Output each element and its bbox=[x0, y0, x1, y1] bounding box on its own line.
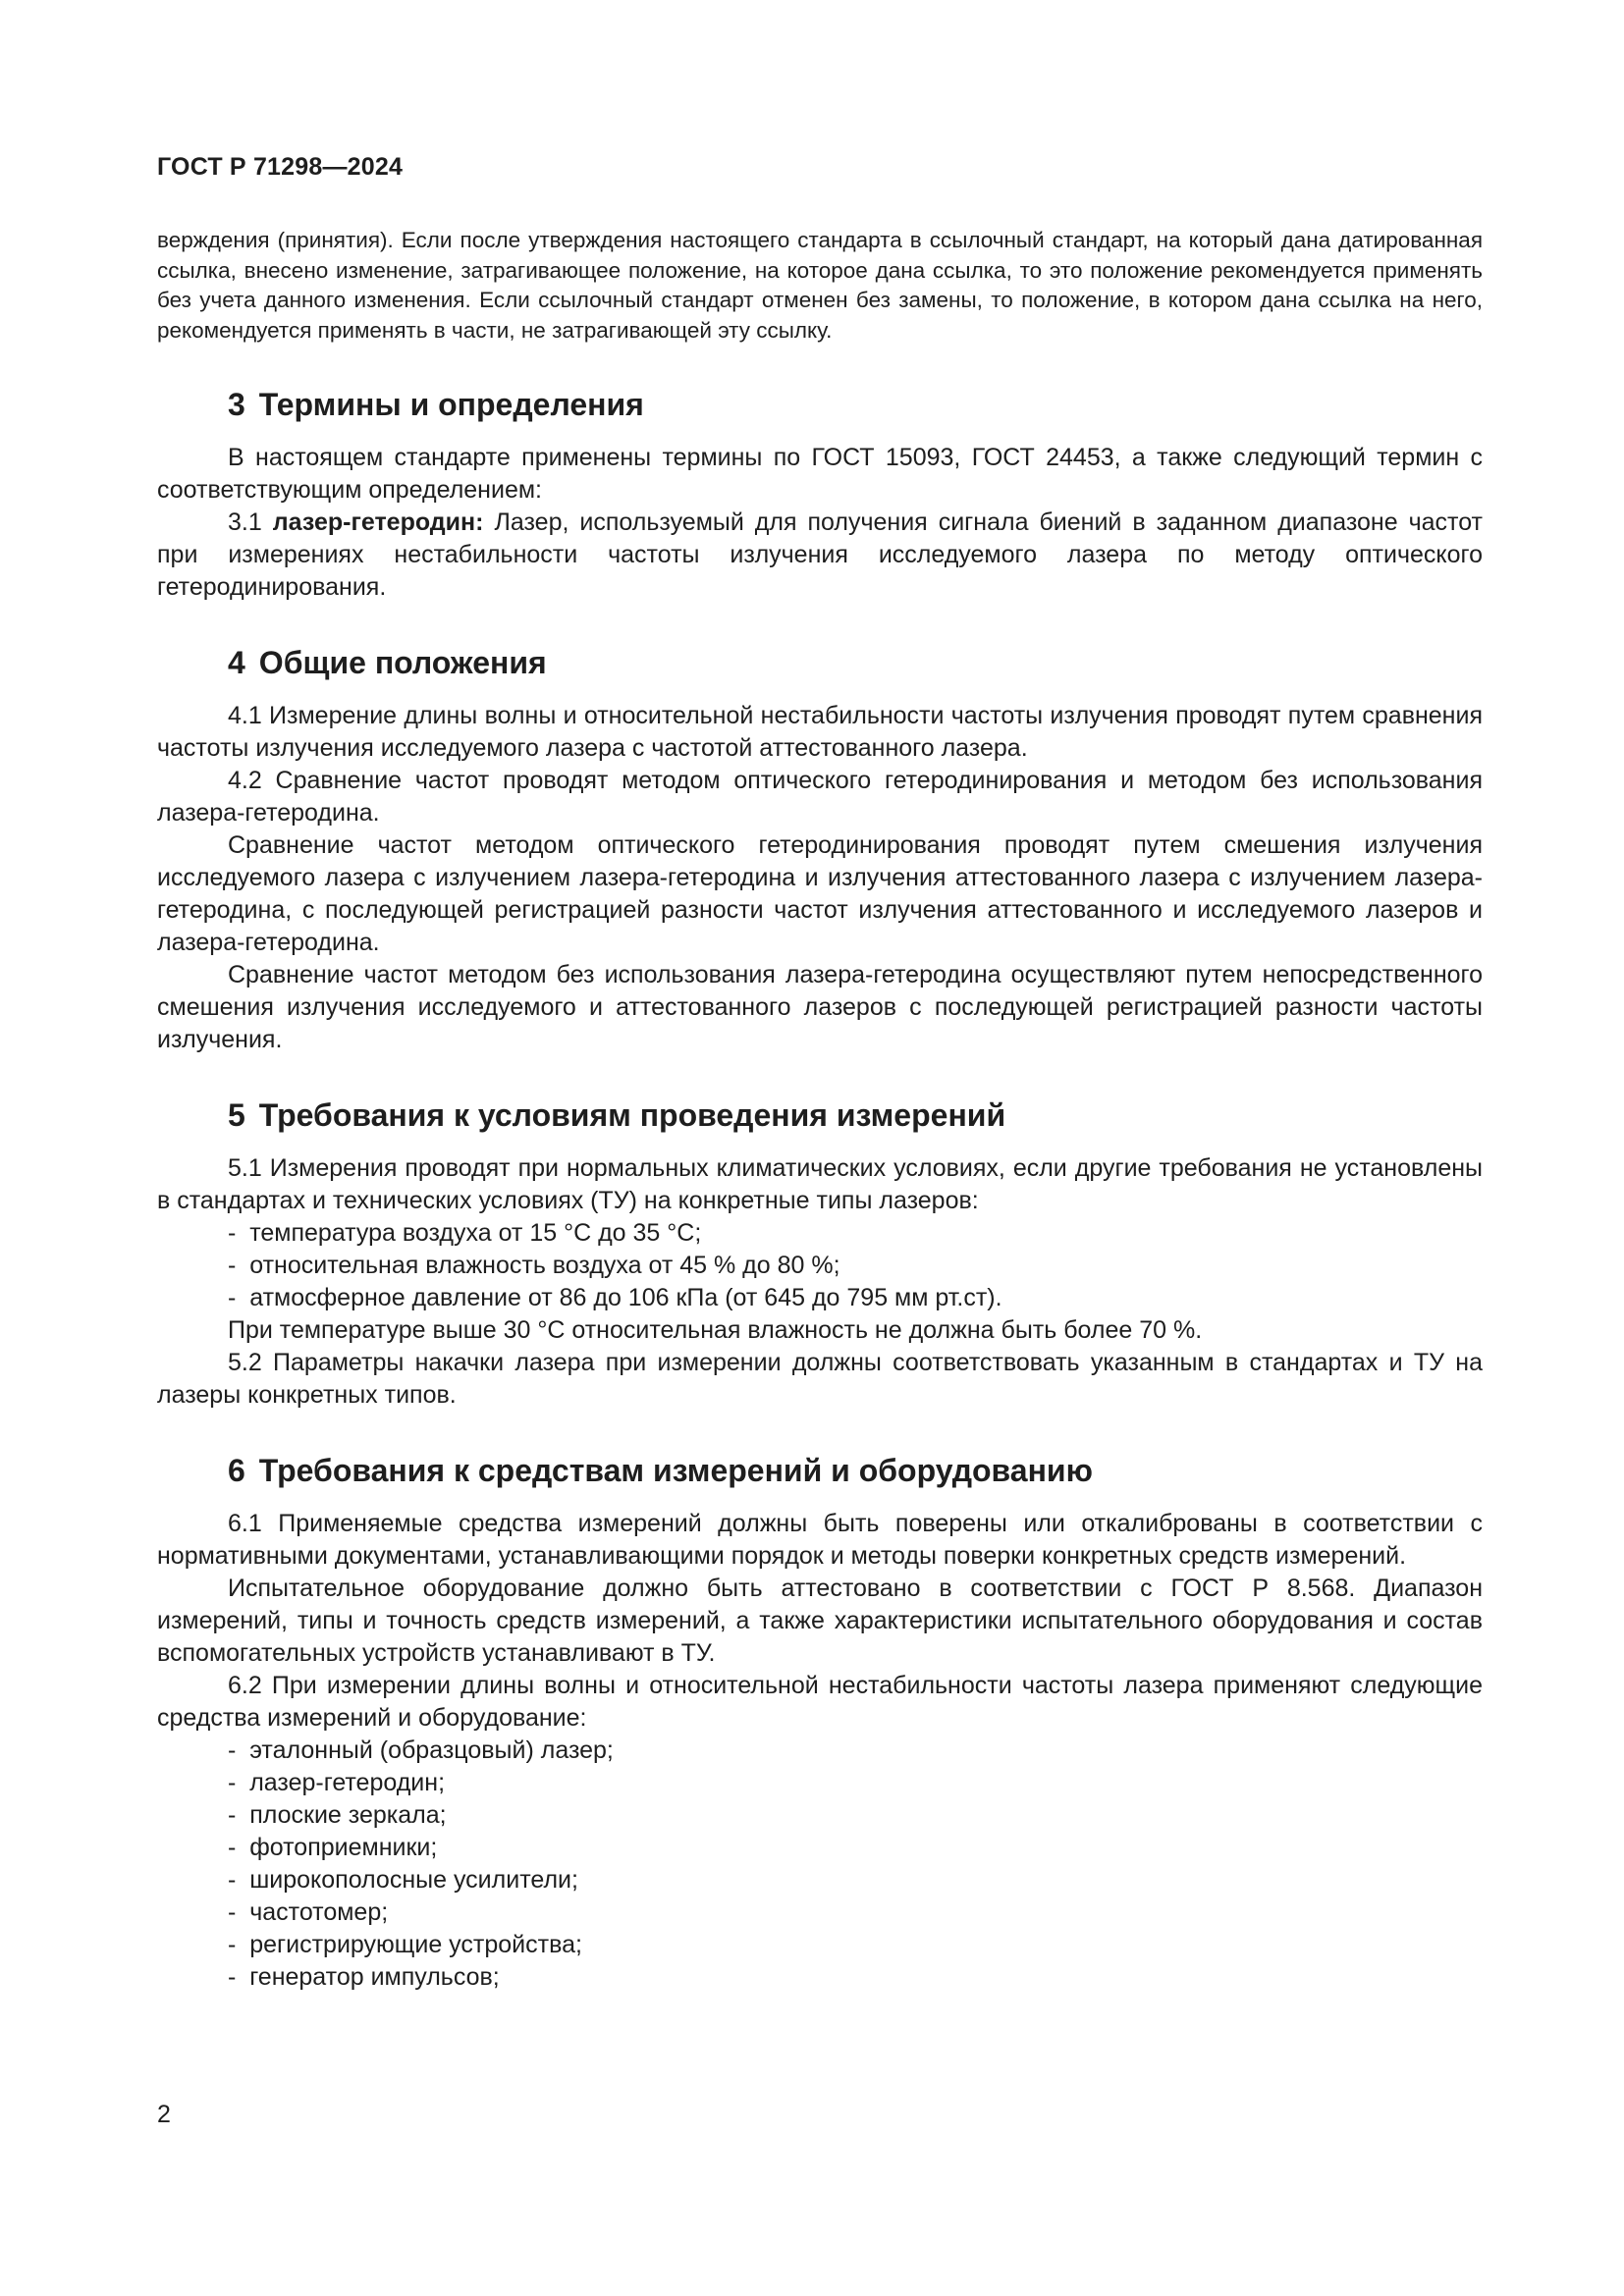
term-definition: 3.1 лазер-гетеродин: Лазер, используемый для получения сигнала биений в заданном диапазоне частот при измерениях нестабильности частоты излучения исследуемого лазера по методу оптического гетеродинирования. bbox=[157, 508, 1484, 601]
paragraph: 6.2 При измерении длины волны и относительной нестабильности частоты лазера применяют следующие средства измерений и оборудование: bbox=[157, 1672, 1483, 1732]
paragraph: 5.2 Параметры накачки лазера при измерении должны соответствовать указанным в стандартах и ТУ на лазеры конкретных типов. bbox=[157, 1349, 1483, 1409]
section-heading: 4 Общие положения bbox=[228, 645, 547, 680]
paragraph: Сравнение частот методом оптического гетеродинирования проводят путем смешения излучения исследуемого лазера с излучением лазера-гетеродина и излучения аттестованного лазера с излучением лазера-гетеродина, с последующей регистрацией разности частот излучения аттестованного и исследуемого лазеров и лазера-гетеродина. bbox=[157, 831, 1483, 956]
paragraph: 6.1 Применяемые средства измерений должны быть поверены или откалиброваны в соответствии с нормативными документами, устанавливающими порядок и методы поверки конкретных средств измерений. bbox=[157, 1510, 1483, 1570]
paragraph: При температуре выше 30 °С относительная влажность не должна быть более 70 %. bbox=[228, 1316, 1203, 1344]
section-4 bbox=[157, 643, 1483, 1056]
list-item: - частотомер; bbox=[228, 1896, 1483, 1929]
section-6 bbox=[157, 1451, 1483, 1994]
list-item: - плоские зеркала; bbox=[228, 1799, 1483, 1832]
defined-term: лазер-гетеродин: bbox=[272, 508, 484, 536]
list-item: - фотоприемники; bbox=[228, 1832, 1483, 1864]
list-item: - атмосферное давление от 86 до 106 кПа (от 645 до 795 мм рт.ст). bbox=[228, 1282, 1483, 1314]
paragraph: Сравнение частот методом без использования лазера-гетеродина осуществляют путем непосредственного смешения излучения исследуемого и аттестованного лазеров с последующей регистрацией разности частоты излучения. bbox=[157, 961, 1483, 1053]
document-body bbox=[157, 226, 1483, 1994]
list-item: - относительная влажность воздуха от 45 % до 80 %; bbox=[228, 1250, 1483, 1282]
list-item: - широкополосные усилители; bbox=[228, 1864, 1483, 1896]
page-number: 2 bbox=[157, 2101, 171, 2128]
section-heading: 3 Термины и определения bbox=[228, 387, 644, 422]
paragraph: 4.2 Сравнение частот проводят методом оптического гетеродинирования и методом без использования лазера-гетеродина. bbox=[157, 767, 1483, 827]
list-item: - температура воздуха от 15 °С до 35 °С; bbox=[228, 1217, 1483, 1250]
intro-paragraph: верждения (принятия). Если после утверждения настоящего стандарта в ссылочный стандарт, на который дана датированная ссылка, внесено изменение, затрагивающее положение, на которое дана ссылка, то это положение рекомендуется применять без учета данного изменения. Если ссылочный стандарт отменен без замены, то положение, в котором дана ссылка на него, рекомендуется применять в части, не затрагивающей эту ссылку. bbox=[157, 228, 1483, 343]
list-item: - регистрирующие устройства; bbox=[228, 1929, 1483, 1961]
paragraph: 4.1 Измерение длины волны и относительной нестабильности частоты излучения проводят путем сравнения частоты излучения исследуемого лазера с частотой аттестованного лазера. bbox=[157, 702, 1483, 762]
list-item: - эталонный (образцовый) лазер; bbox=[228, 1735, 1483, 1767]
document-header: ГОСТ Р 71298—2024 bbox=[157, 153, 404, 181]
section-heading: 5 Требования к условиям проведения измерений bbox=[228, 1097, 1006, 1133]
section-heading: 6 Требования к средствам измерений и оборудованию bbox=[228, 1453, 1093, 1488]
section-5 bbox=[157, 1095, 1483, 1412]
paragraph: В настоящем стандарте применены термины по ГОСТ 15093, ГОСТ 24453, а также следующий термин с соответствующим определением: bbox=[157, 444, 1483, 504]
list-item: - лазер-гетеродин; bbox=[228, 1767, 1483, 1799]
paragraph: Испытательное оборудование должно быть аттестовано в соответствии с ГОСТ Р 8.568. Диапазон измерений, типы и точность средств измерений, а также характеристики испытательного оборудования и состав вспомогательных устройств устанавливают в ТУ. bbox=[157, 1575, 1483, 1667]
conditions-list bbox=[157, 1217, 1483, 1314]
paragraph: 5.1 Измерения проводят при нормальных климатических условиях, если другие требования не установлены в стандартах и технических условиях (ТУ) на конкретные типы лазеров: bbox=[157, 1154, 1483, 1214]
list-item: - генератор импульсов; bbox=[228, 1961, 1483, 1994]
section-3 bbox=[157, 385, 1483, 604]
equipment-list bbox=[157, 1735, 1483, 1994]
